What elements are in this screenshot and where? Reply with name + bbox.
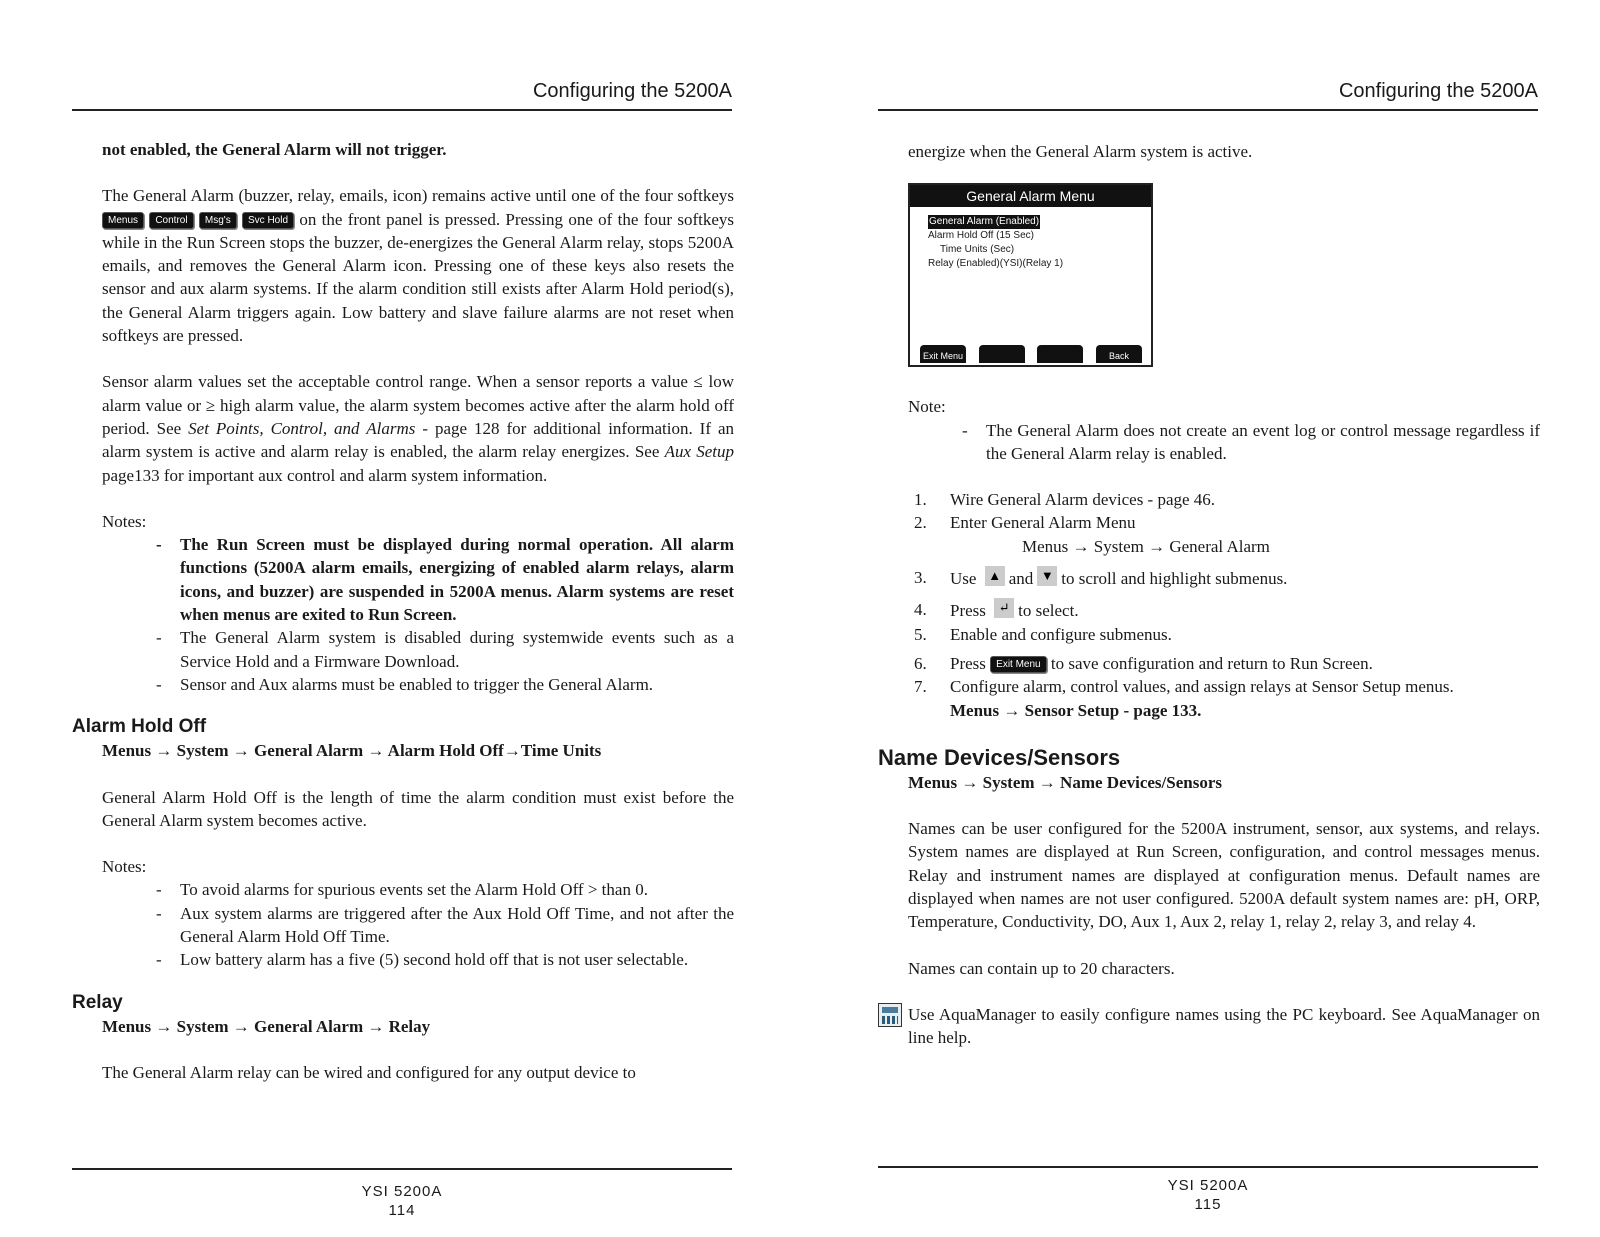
- softkey-msgs: Msg's: [199, 212, 237, 229]
- enter-key-icon: ↵: [994, 598, 1014, 618]
- menu-path: Menus → System → Name Devices/Sensors: [908, 772, 1222, 792]
- list-item: - The Run Screen must be displayed during normal operation. All alarm functions (5200A alarm emails, energizing of enabled alarm relays, alarm icons, and buzzer) are suspended in 5200A menus. Alarm systems are reset when menus are exited to Run Screen.: [102, 533, 734, 626]
- step-4: 4. Press ↵ to select.: [914, 600, 1079, 621]
- note-label: Note:: [908, 397, 946, 417]
- step-text: to save configuration and return to Run Screen.: [1050, 653, 1373, 673]
- footer: [878, 1176, 1538, 1214]
- step-6: 6. Press Exit Menu to save configuration and return to Run Screen.: [914, 653, 1373, 673]
- menu-row: Relay (Enabled)(YSI)(Relay 1): [928, 258, 1064, 270]
- steps-list: [908, 488, 1540, 722]
- softkey-blank: [1037, 345, 1083, 363]
- footer-rule: [72, 1168, 732, 1170]
- footer-model: YSI 5200A: [1167, 1177, 1249, 1194]
- softkey-exit-menu: Exit Menu: [920, 345, 966, 363]
- cross-reference: Set Points, Control, and Alarms: [188, 418, 416, 438]
- page-number: 115: [1194, 1196, 1222, 1213]
- menu-row: Alarm Hold Off (15 Sec): [928, 230, 1034, 242]
- list-item: - Low battery alarm has a five (5) second hold off that is not user selectable.: [102, 948, 734, 971]
- step-text: to select.: [1018, 601, 1079, 621]
- notes-list: [102, 878, 734, 971]
- step-text: Enter General Alarm Menu: [950, 513, 1136, 533]
- footer-rule: [878, 1166, 1538, 1168]
- paragraph: [102, 184, 734, 347]
- step-text: Use: [950, 569, 977, 589]
- left-page: [72, 0, 735, 1237]
- up-arrow-icon: ▲: [985, 566, 1005, 586]
- paragraph: General Alarm Hold Off is the length of time the alarm condition must exist before the General Alarm system becomes active.: [102, 787, 734, 830]
- paragraph: [102, 370, 734, 486]
- paragraph: [908, 1003, 1540, 1050]
- softkey-svc-hold: Svc Hold: [242, 212, 294, 229]
- step-text: Press: [950, 653, 986, 673]
- step-3: 3. Use ▲ and ▼ to scroll and highlight submenus.: [914, 568, 1288, 589]
- menu-path: Menus → System → General Alarm → Relay: [102, 1016, 431, 1036]
- section-heading: Relay: [72, 991, 123, 1013]
- softkey-back: Back: [1096, 345, 1142, 363]
- footer: [72, 1182, 732, 1220]
- aquamanager-icon: [878, 1003, 902, 1027]
- softkey-blank: [979, 345, 1025, 363]
- section-heading: Alarm Hold Off: [72, 716, 207, 738]
- text: page133 for important aux control and alarm system information.: [102, 465, 548, 485]
- list-item: - Sensor and Aux alarms must be enabled to trigger the General Alarm.: [102, 673, 734, 696]
- paragraph: Names can be user configured for the 5200A instrument, sensor, aux systems, and relays. System names are displayed at Run Screen, configuration, and control messages menus. Relay and instrument names are displayed at configuration menus. Default names are displayed when names are not user configured. 5200A default system names are: pH, ORP, Temperature, Conductivity, DO, Aux 1, Aux 2, relay 1, relay 2, relay 3, and relay 4.: [908, 819, 1540, 932]
- text: on the front panel is pressed. Pressing one of the four softkeys while in the Run Screen stops the buzzer, de-energizes the General Alarm relay, stops 5200A emails, and removes the General Alarm icon. Pressing one of these keys also resets the sensor and aux alarm systems. If the alarm condition still exists after Alarm Hold period(s), the General Alarm triggers again. Low battery and slave failure alarms are not reset when softkeys are pressed.: [102, 209, 735, 346]
- step-text: Enable and configure submenus.: [950, 624, 1172, 644]
- step-text: Configure alarm, control values, and assign relays at Sensor Setup menus.: [950, 677, 1454, 697]
- step-text: Press: [950, 601, 986, 621]
- screen-title: General Alarm Menu: [910, 185, 1151, 207]
- menu-row-selected: General Alarm (Enabled): [929, 216, 1040, 228]
- paragraph: The General Alarm relay can be wired and configured for any output device to: [102, 1062, 636, 1082]
- menu-path: Menus → System → General Alarm → Alarm Hold Off→Time Units: [102, 741, 602, 761]
- text: - page 128 for additional information. If an alarm system is active and alarm relay is enabled, the alarm relay energizes. See: [102, 418, 735, 462]
- right-body: [878, 140, 1540, 1073]
- text: Use AquaManager to easily configure names using the PC keyboard. See AquaManager on line help.: [908, 1004, 1540, 1048]
- section-heading: Name Devices/Sensors: [878, 744, 1121, 770]
- header-rule: [72, 109, 732, 111]
- screen-softkeys: [920, 345, 1142, 363]
- softkey-exit-menu: Exit Menu: [990, 656, 1046, 673]
- step-2: 2. Enter General Alarm Menu Menus → System → General Alarm: [908, 511, 1540, 558]
- step-text: to scroll and highlight submenus.: [1061, 569, 1288, 589]
- general-alarm-menu-screen: [908, 183, 1153, 367]
- text: The General Alarm (buzzer, relay, emails, icon) remains active until one of the four softkeys: [102, 186, 734, 206]
- running-head: Configuring the 5200A: [532, 80, 732, 102]
- left-body: [72, 138, 735, 1107]
- right-page: [878, 0, 1538, 1237]
- menu-path: Menus → Sensor Setup - page 133.: [950, 700, 1202, 720]
- list-item: - To avoid alarms for spurious events set the Alarm Hold Off > than 0.: [102, 878, 734, 901]
- running-head: Configuring the 5200A: [1338, 80, 1538, 102]
- paragraph: not enabled, the General Alarm will not trigger.: [102, 140, 447, 159]
- notes-list: [102, 533, 734, 696]
- step-text: and: [1008, 569, 1034, 589]
- notes-label: Notes:: [102, 857, 147, 877]
- cross-reference: Aux Setup: [664, 442, 735, 462]
- list-item: - The General Alarm system is disabled during systemwide events such as a Service Hold and a Firmware Download.: [102, 626, 734, 673]
- header-rule: [878, 109, 1538, 111]
- notes-label: Notes:: [102, 511, 147, 531]
- list-item: - Aux system alarms are triggered after the Aux Hold Off Time, and not after the General Alarm Hold Off Time.: [102, 902, 734, 949]
- down-arrow-icon: ▼: [1037, 566, 1057, 586]
- softkey-control: Control: [149, 212, 193, 229]
- page-number: 114: [388, 1202, 416, 1219]
- text: Sensor alarm values set the acceptable control range. When a sensor reports a value ≤ low alarm value or ≥ high alarm value, the alarm system becomes active after the alarm hold off period. See: [102, 372, 734, 438]
- step-text: Wire General Alarm devices - page 46.: [950, 490, 1216, 510]
- menu-path: Menus → System → General Alarm: [1022, 536, 1270, 556]
- paragraph: Names can contain up to 20 characters.: [908, 958, 1175, 978]
- screen-menu: [910, 207, 1151, 271]
- softkey-menus: Menus: [102, 212, 144, 229]
- list-item: - The General Alarm does not create an event log or control message regardless if the General Alarm relay is enabled.: [908, 419, 1540, 466]
- paragraph: energize when the General Alarm system is active.: [908, 142, 1253, 161]
- step-5: 5. Enable and configure submenus.: [914, 624, 1172, 644]
- step-1: 1. Wire General Alarm devices - page 46.: [914, 490, 1216, 510]
- footer-model: YSI 5200A: [361, 1183, 443, 1200]
- notes-list: [908, 419, 1540, 466]
- step-7: 7. Configure alarm, control values, and assign relays at Sensor Setup menus. Menus → Sensor Setup - page 133.: [908, 675, 1540, 722]
- menu-row: Time Units (Sec): [940, 244, 1015, 256]
